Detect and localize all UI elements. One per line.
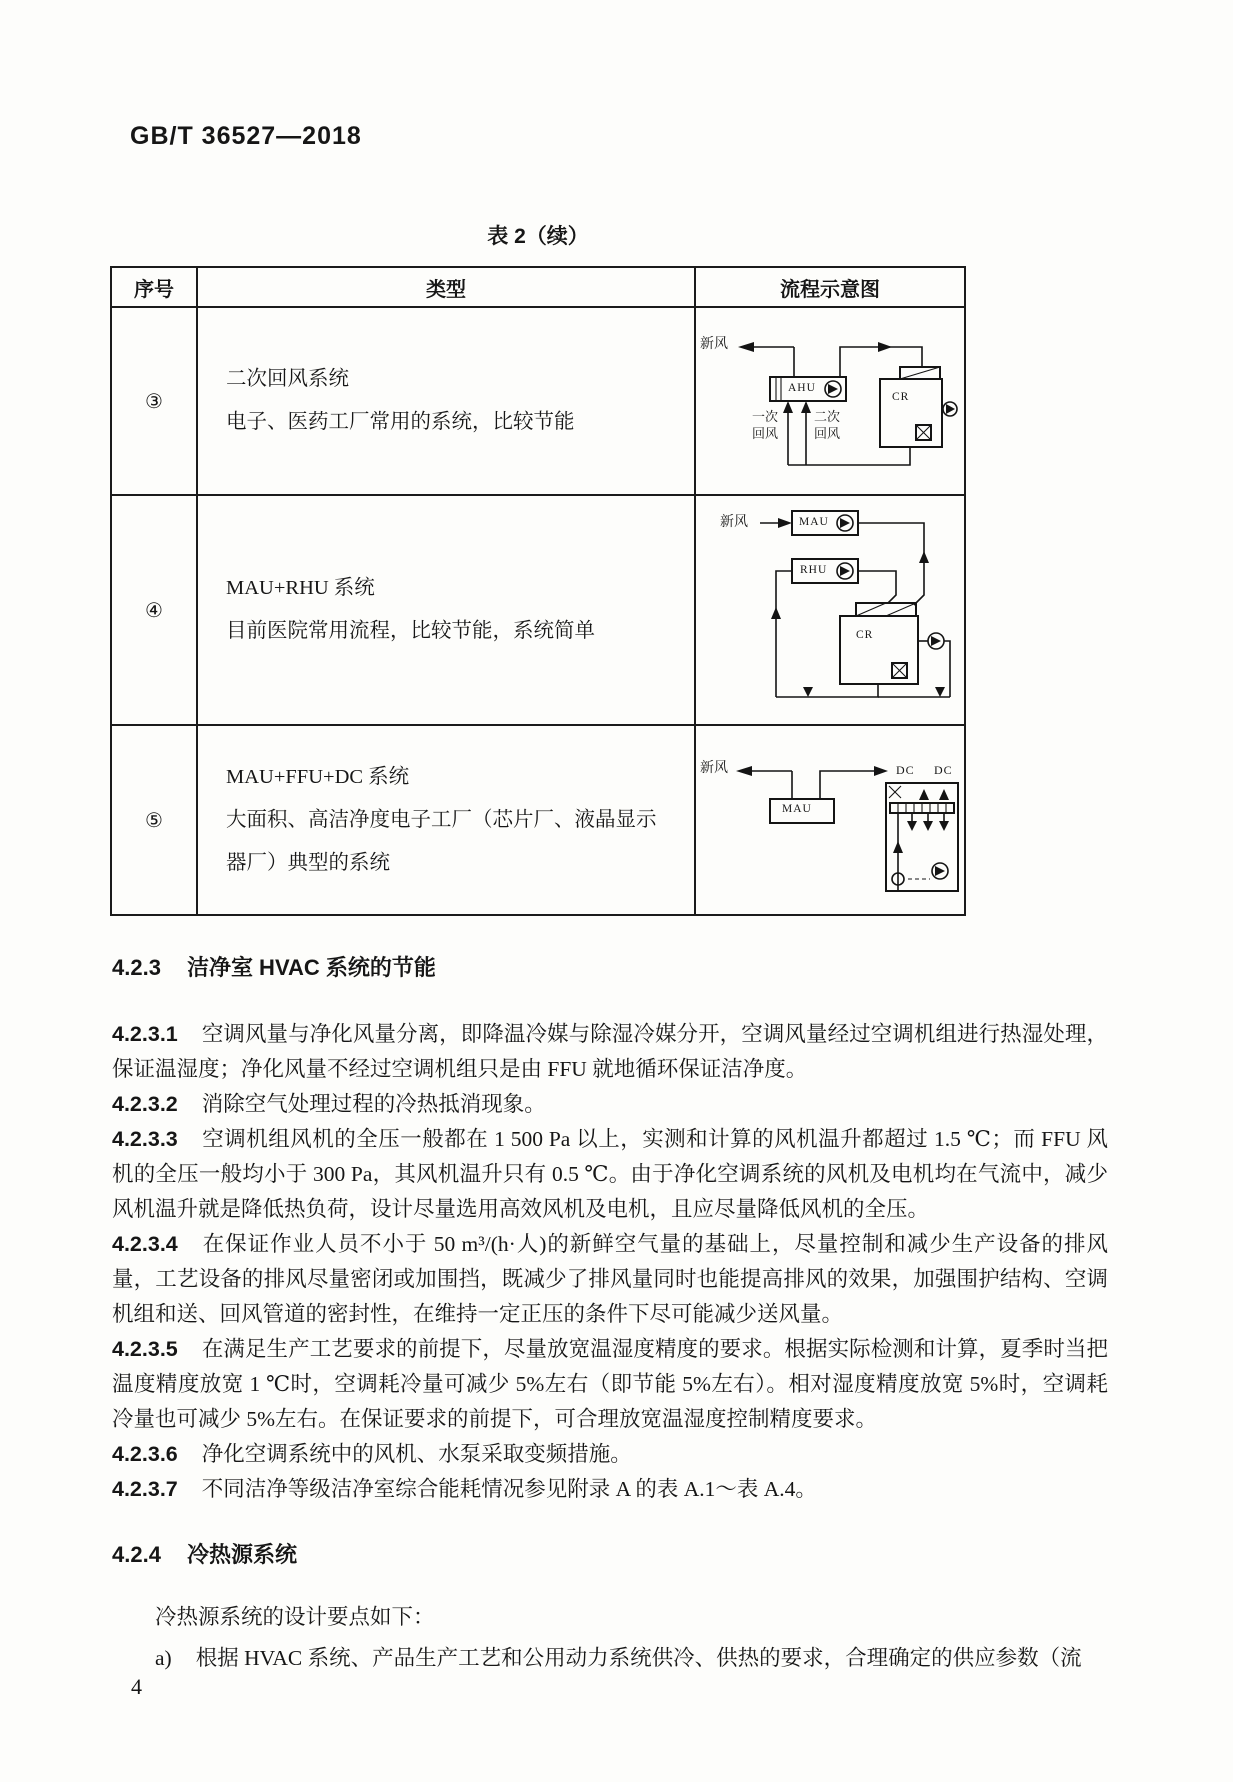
col-header-diagram: 流程示意图: [694, 268, 964, 306]
ahu-label: AHU: [788, 382, 816, 394]
table-row: [112, 308, 964, 496]
clause-4-2-3-2: [112, 1087, 1108, 1122]
cleanroom-label: CR: [856, 629, 874, 641]
row-diagram-cell: [694, 726, 964, 914]
type-line: MAU+FFU+DC 系统: [226, 765, 410, 788]
row-type-cell: [196, 308, 694, 494]
section-title: 洁净室 HVAC 系统的节能: [186, 955, 436, 980]
row-type-cell: [196, 726, 694, 914]
col-header-type: 类型: [196, 268, 694, 306]
clause-4-2-3-3: [112, 1122, 1108, 1227]
diagram-lines: [700, 313, 960, 489]
table-2-continued: [110, 266, 966, 916]
clause-text: 在满足生产工艺要求的前提下，尽量放宽温湿度精度的要求。根据实际检测和计算，夏季时当把温度精度放宽 1 ℃时，空调耗冷量可减少 5%左右（即节能 5%左右）。相对湿度精度放宽 5%时，空调耗冷量也可减少 5%左右。在保证要求的前提下，可合理放宽温湿度控制精度要求。: [112, 1337, 1108, 1431]
section-number: 4.2.3: [112, 955, 161, 980]
type-line: 二次回风系统: [226, 368, 349, 390]
table-header-row: [112, 268, 964, 308]
row-diagram-cell: [694, 496, 964, 724]
section-title: 冷热源系统: [186, 1542, 297, 1567]
mau-ffu-dc-diagram: [700, 739, 960, 901]
diagram-lines: [700, 739, 960, 901]
clause-text: 在保证作业人员不小于 50 m³/(h·人)的新鲜空气量的基础上，尽量控制和减少生产设备的排风量，工艺设备的排风尽量密闭或加围挡，既减少了排风量同时也能提高排风的效果，加强围护结构、空调机组和送、回风管道的密封性，在维持一定正压的条件下尽可能减少送风量。: [112, 1232, 1108, 1326]
list-item-label: a): [155, 1646, 172, 1670]
clause-text: 空调风量与净化风量分离，即降温冷媒与除湿冷媒分开，空调风量经过空调机组进行热湿处理，保证温湿度；净化风量不经过空调机组只是由 FFU 就地循环保证洁净度。: [112, 1022, 1108, 1081]
diagram-lines: [700, 507, 960, 713]
row-type-cell: [196, 496, 694, 724]
clause-text: 消除空气处理过程的冷热抵消现象。: [201, 1092, 546, 1116]
dc-label: DC: [934, 763, 953, 777]
mau-rhu-diagram: [700, 507, 960, 713]
mau-label: MAU: [782, 803, 812, 815]
row-number: ③: [145, 390, 163, 413]
fresh-air-label: 新风: [700, 761, 728, 776]
type-line: 目前医院常用流程，比较节能，系统简单: [226, 620, 595, 642]
clause-4-2-3-7: [112, 1472, 1108, 1507]
type-line: MAU+RHU 系统: [226, 577, 375, 599]
section-heading-4-2-3: [112, 950, 1108, 985]
fresh-air-label: 新风: [720, 515, 748, 530]
section-heading-4-2-4: [112, 1537, 1108, 1572]
standard-number: GB/T 36527—2018: [130, 122, 362, 150]
clause-text: 净化空调系统中的风机、水泵采取变频措施。: [201, 1442, 632, 1466]
type-line: 电子、医药工厂常用的系统，比较节能: [226, 411, 575, 433]
clause-number: 4.2.3.6: [112, 1442, 178, 1466]
clause-text: 不同洁净等级洁净室综合能耗情况参见附录 A 的表 A.1～表 A.4。: [201, 1477, 817, 1501]
mau-label: MAU: [799, 516, 829, 528]
table-title: 表 2（续）: [487, 225, 589, 248]
page-number: 4: [131, 1674, 142, 1699]
table-row: [112, 726, 964, 914]
table-row: [112, 496, 964, 726]
type-line: 大面积、高洁净度电子工厂（芯片厂、液晶显示器厂）典型的系统: [226, 808, 657, 874]
dc-label: DC: [896, 763, 915, 777]
clause-number: 4.2.3.5: [112, 1337, 178, 1361]
clause-text: 空调机组风机的全压一般都在 1 500 Pa 以上，实测和计算的风机温升都超过 1.5 ℃；而 FFU 风机的全压一般均小于 300 Pa，其风机温升只有 0.5 ℃。由于净化空调系统的风机及电机均在气流中，减少风机温升就是降低热负荷，设计尽量选用高效风机及电机，且应尽量降低风机的全压。: [112, 1127, 1108, 1221]
primary-return-label: 一次回风: [752, 409, 779, 441]
clause-4-2-3-6: [112, 1437, 1108, 1472]
cleanroom-label: CR: [892, 391, 910, 403]
secondary-return-diagram: [700, 313, 960, 489]
list-item-a: [112, 1641, 1108, 1676]
clause-number: 4.2.3.2: [112, 1092, 178, 1116]
clause-number: 4.2.3.1: [112, 1022, 178, 1046]
clause-4-2-3-4: [112, 1227, 1108, 1332]
fresh-air-label: 新风: [700, 337, 728, 352]
section-number: 4.2.4: [112, 1542, 161, 1567]
row-diagram-cell: [694, 308, 964, 494]
rhu-label: RHU: [800, 564, 828, 576]
clause-number: 4.2.3.4: [112, 1232, 178, 1256]
list-item-text: 根据 HVAC 系统、产品生产工艺和公用动力系统供冷、供热的要求，合理确定的供应参数（流: [195, 1646, 1082, 1670]
clause-number: 4.2.3.3: [112, 1127, 178, 1151]
body-text: [112, 950, 1108, 1676]
clause-4-2-3-5: [112, 1332, 1108, 1437]
clause-4-2-3-1: [112, 1017, 1108, 1087]
row-number: ⑤: [145, 809, 163, 832]
section-intro: 冷热源系统的设计要点如下：: [155, 1605, 435, 1629]
secondary-return-label: 二次回风: [814, 409, 841, 441]
row-number: ④: [145, 599, 163, 622]
col-header-number: 序号: [134, 278, 174, 301]
clause-number: 4.2.3.7: [112, 1477, 178, 1501]
